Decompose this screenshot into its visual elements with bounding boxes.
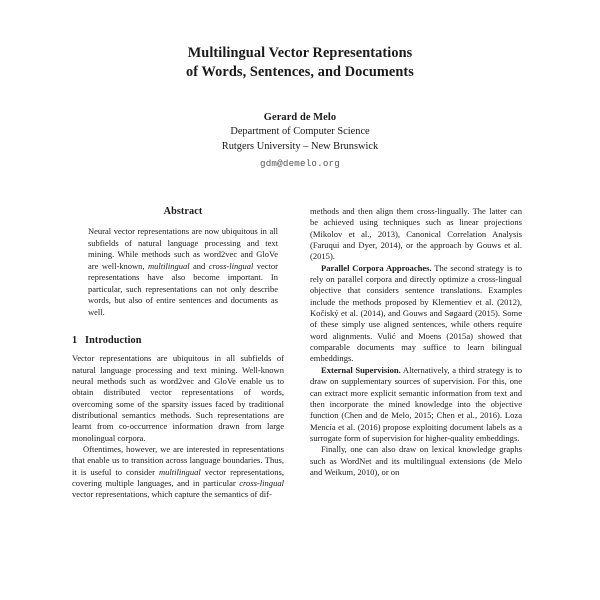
runin-heading-external-supervision: External Supervision. xyxy=(321,364,401,375)
section-number: 1 xyxy=(72,335,78,347)
author-block xyxy=(70,110,530,171)
left-p2-italic-cross-lingual: cross-lingual xyxy=(239,477,284,488)
abstract-italic-cross-lingual: cross-lingual xyxy=(208,260,254,271)
author-name: Gerard de Melo xyxy=(263,112,337,123)
right-column xyxy=(310,206,522,478)
affiliation-line-2: Rutgers University – New Brunswick xyxy=(221,140,379,152)
right-paragraph-4: Finally, one can also draw on lexical knowledge graphs such as WordNet and its multilingual extensions (de Melo and Weikum, 2010), or on xyxy=(310,444,522,477)
title-line-2: of Words, Sentences, and Documents xyxy=(186,63,414,80)
abstract-text-1: Neural vector representations are now ubiquitous in all subfields of natural language processing and text mining. While methods such as word2vec and GloVe are well-known, xyxy=(88,226,278,271)
right-paragraph-external-supervision xyxy=(310,365,522,444)
section-heading-introduction xyxy=(72,335,284,346)
runin-heading-parallel-corpora: Parallel Corpora Approaches. xyxy=(321,262,432,273)
abstract-text-2: and xyxy=(189,260,209,271)
left-p2-italic-multilingual: multilingual xyxy=(158,466,201,477)
abstract-body xyxy=(88,226,278,318)
left-p2-text-3: vector representations, which capture the semantics of dif- xyxy=(72,489,272,500)
abstract-heading: Abstract xyxy=(163,206,203,217)
abstract-text-3: vector representations have also become important. In particular, such representations can not only describe words, but also of entire sentences and documents as well. xyxy=(88,260,279,317)
author-email[interactable]: gdm@demelo.org xyxy=(260,158,340,169)
right-p3-text: Alternatively, a third strategy is to draw on supplementary sources of supervision. For this, one can extract more explicit semantic information from text and then incorporate the mined knowledge into the objective function (Chen and de Melo, 2015; Chen et al., 2016). Loza Mencía et al. (2016) propose exploiting document labels as a surrogate form of supervision for higher-quality embeddings. xyxy=(310,364,522,443)
left-paragraph-2 xyxy=(72,444,284,501)
abstract-section xyxy=(88,206,278,318)
right-paragraph-parallel-corpora xyxy=(310,263,522,365)
abstract-italic-multilingual: multilingual xyxy=(148,260,190,271)
affiliation-line-1: Department of Computer Science xyxy=(230,126,370,137)
section-title: Introduction xyxy=(85,335,142,347)
title-line-1: Multilingual Vector Representations xyxy=(187,45,413,61)
right-p2-text: The second strategy is to rely on parallel corpora and directly optimize a cross-lingual objective that considers sentence translations. Examples include the methods proposed by Klementiev et al. (2012), Kočiský et al. (2014), and Gouws and Søgaard (2015). Some of these simply use aligned sentences, while others require word alignments. Vulić and Moens (2015a) showed that comparable documents may suffice to learn bilingual embeddings. xyxy=(310,262,522,364)
left-paragraph-1: Vector representations are ubiquitous in all subfields of natural language processing and text mining. Well-known neural methods such as word2vec and GloVe enable us to obtain distributed vector representations of words, overcoming some of the sparsity issues faced by traditional distributional semantics methods. Such representations are learnt from co-occurrence information drawn from large monolingual corpora. xyxy=(72,353,284,443)
right-paragraph-1: methods and then align them cross-lingually. The latter can be achieved using techniques such as linear projections (Mikolov et al., 2013), Canonical Correlation Analysis (Faruqui and Dyer, 2014), or the approach by Gouws et al. (2015). xyxy=(310,206,522,262)
left-column xyxy=(72,206,284,501)
page-title xyxy=(70,44,530,81)
title-block xyxy=(70,44,530,81)
left-p2-text-1: Oftentimes, however, we are interested in representations that enable us to transition across language boundaries. Thus, it is useful to consider xyxy=(72,443,284,477)
left-p2-text-2: vector representations, covering multiple languages, and in particular xyxy=(72,466,284,488)
